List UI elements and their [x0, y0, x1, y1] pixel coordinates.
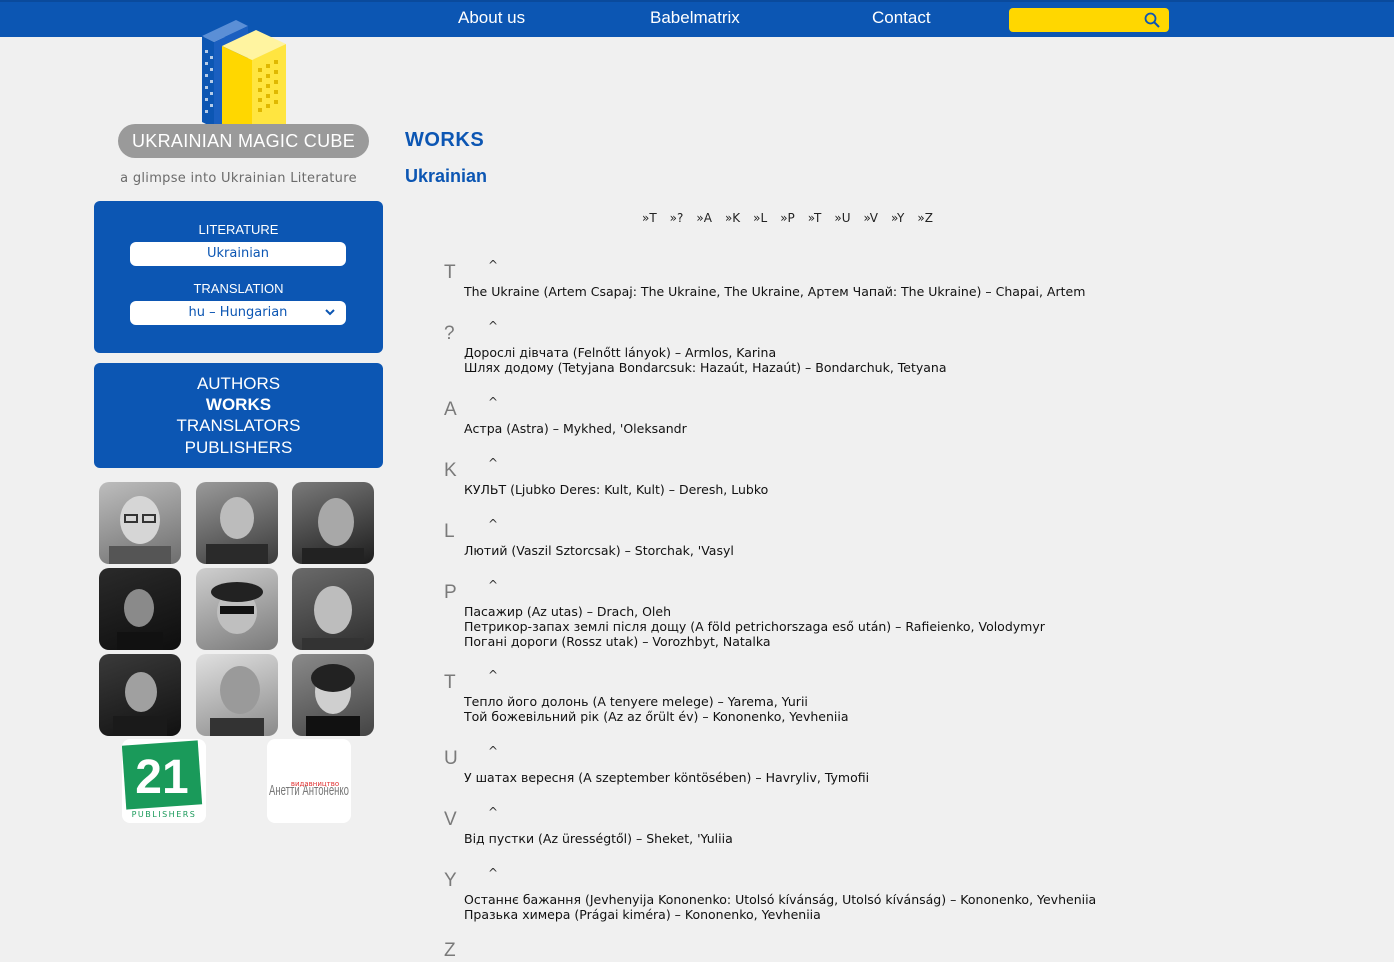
- section-letter: Т: [444, 262, 456, 283]
- back-to-top-link[interactable]: ^: [488, 395, 499, 409]
- literature-label: LITERATURE: [198, 222, 279, 237]
- author-photo[interactable]: [99, 482, 181, 564]
- author-portrait-icon: [292, 568, 374, 650]
- author-photo[interactable]: [292, 482, 374, 564]
- menu-authors[interactable]: AUTHORS: [196, 374, 281, 393]
- work-entry[interactable]: Останнє бажання (Jevhenyija Kononenko: Utolsó kívánság, Utolsó kívánság) – Kononenko, Yevheniia: [464, 892, 1097, 907]
- publisher-21-sub: PUBLISHERS: [131, 810, 197, 819]
- letter-nav-link[interactable]: »P: [780, 211, 795, 225]
- back-to-top-link[interactable]: ^: [488, 578, 499, 592]
- back-to-top-link[interactable]: ^: [488, 517, 499, 531]
- author-photo[interactable]: [292, 568, 374, 650]
- letter-nav-link[interactable]: »Z: [917, 211, 933, 225]
- section-letter: ?: [444, 323, 455, 344]
- work-entry[interactable]: Петрикор-запах землі після дощу (A föld petrichorszaga eső után) – Rafieienko, Volodymyr: [464, 619, 1045, 634]
- letter-nav-link[interactable]: »U: [834, 211, 851, 225]
- section-letter: A: [444, 399, 457, 420]
- language-selector-panel: [94, 201, 383, 353]
- menu-publishers[interactable]: PUBLISHERS: [184, 438, 293, 457]
- back-to-top-link[interactable]: ^: [488, 319, 499, 333]
- publisher-21-number: 21: [135, 751, 189, 804]
- section-letter: P: [444, 582, 457, 603]
- letter-index-nav: [642, 211, 946, 225]
- logo-cube-icon[interactable]: [196, 16, 292, 128]
- publisher-antonenko-name: Анетти Антоненко: [269, 782, 349, 799]
- section-letter: T: [444, 672, 456, 693]
- work-entry[interactable]: Тепло його долонь (A tenyere melege) – Yarema, Yurii: [464, 694, 808, 709]
- author-portrait-icon: [292, 482, 374, 564]
- letter-nav-link[interactable]: »L: [753, 211, 768, 225]
- literature-select[interactable]: [130, 242, 346, 266]
- author-portrait-icon: [196, 568, 278, 650]
- work-entry[interactable]: Від пустки (Az ürességtől) – Sheket, 'Yuliia: [464, 831, 733, 846]
- letter-nav-link[interactable]: »?: [669, 211, 684, 225]
- logo-tagline: a glimpse into Ukrainian Literature: [120, 171, 357, 186]
- work-entry[interactable]: Погані дороги (Rossz utak) – Vorozhbyt, Natalka: [464, 634, 771, 649]
- letter-nav-link[interactable]: »K: [724, 211, 741, 225]
- nav-babelmatrix[interactable]: Babelmatrix: [650, 8, 740, 27]
- author-photo[interactable]: [292, 654, 374, 736]
- publisher-logo-antonenko[interactable]: [267, 739, 351, 823]
- page-subtitle-language: Ukrainian: [405, 166, 488, 186]
- author-photo[interactable]: [196, 482, 278, 564]
- section-letter: Y: [444, 870, 457, 891]
- author-portrait-icon: [196, 654, 278, 736]
- publisher-logo-21[interactable]: [122, 739, 206, 823]
- work-entry[interactable]: У шатах вересня (A szeptember köntösében) – Havryliv, Tymofii: [464, 770, 870, 785]
- author-portrait-icon: [292, 654, 374, 736]
- search-icon[interactable]: [1143, 11, 1161, 29]
- letter-nav-link[interactable]: »Т: [642, 211, 657, 225]
- translation-select[interactable]: [130, 301, 346, 325]
- menu-works[interactable]: WORKS: [205, 395, 272, 414]
- work-entry[interactable]: Той божевільний рік (Az az őrült év) – Kononenko, Yevheniia: [464, 709, 849, 724]
- section-letter: Z: [444, 940, 456, 961]
- author-portrait-icon: [99, 482, 181, 564]
- letter-nav-link[interactable]: »Y: [891, 211, 905, 225]
- search-box: [1009, 8, 1169, 32]
- work-entry[interactable]: Шлях додому (Tetyjana Bondarcsuk: Hazaút, Hazaút) – Bondarchuk, Tetyana: [464, 360, 947, 375]
- section-letter: K: [444, 460, 457, 481]
- page-title: WORKS: [405, 129, 485, 151]
- section-letter: V: [444, 809, 457, 830]
- translation-value: hu – Hungarian: [188, 305, 288, 320]
- nav-about-us[interactable]: About us: [458, 8, 526, 27]
- publisher-21-logo-icon: [122, 739, 206, 823]
- logo-title[interactable]: UKRAINIAN MAGIC CUBE: [118, 124, 369, 158]
- back-to-top-link[interactable]: ^: [488, 668, 499, 682]
- work-entry[interactable]: The Ukraine (Artem Csapaj: The Ukraine, The Ukraine, Артем Чапай: The Ukraine) – Chapai, Artem: [464, 284, 1086, 299]
- work-entry[interactable]: Лютий (Vaszil Sztorcsak) – Storchak, 'Vasyl: [464, 543, 734, 558]
- work-entry[interactable]: Астра (Astra) – Mykhed, 'Oleksandr: [464, 421, 687, 436]
- menu-translators[interactable]: TRANSLATORS: [176, 416, 301, 435]
- publisher-antonenko-logo-icon: [267, 739, 351, 823]
- work-entry[interactable]: Пасажир (Az utas) – Drach, Oleh: [464, 604, 672, 619]
- back-to-top-link[interactable]: ^: [488, 866, 499, 880]
- work-entry[interactable]: КУЛЬТ (Ljubko Deres: Kult, Kult) – Deresh, Lubko: [464, 482, 769, 497]
- translation-label: TRANSLATION: [193, 281, 284, 296]
- author-photo[interactable]: [196, 654, 278, 736]
- letter-nav-link[interactable]: »T: [807, 211, 822, 225]
- author-portrait-icon: [99, 654, 181, 736]
- work-entry[interactable]: Празька химера (Prágai kiméra) – Kononenko, Yevheniia: [464, 907, 821, 922]
- author-photo[interactable]: [196, 568, 278, 650]
- work-entry[interactable]: Дорослі дівчата (Felnőtt lányok) – Armlos, Karina: [464, 345, 777, 360]
- section-letter: U: [444, 748, 458, 769]
- author-portrait-icon: [196, 482, 278, 564]
- section-letter: L: [444, 521, 455, 542]
- author-photo[interactable]: [99, 568, 181, 650]
- back-to-top-link[interactable]: ^: [488, 258, 499, 272]
- literature-value: Ukrainian: [206, 246, 270, 261]
- back-to-top-link[interactable]: ^: [488, 744, 499, 758]
- back-to-top-link[interactable]: ^: [488, 805, 499, 819]
- letter-nav-link[interactable]: »A: [696, 211, 712, 225]
- chevron-down-icon: [324, 302, 336, 322]
- author-portrait-icon: [99, 568, 181, 650]
- search-input[interactable]: [1015, 10, 1143, 30]
- nav-contact[interactable]: Contact: [872, 8, 931, 27]
- back-to-top-link[interactable]: ^: [488, 456, 499, 470]
- section-menu: [94, 363, 383, 468]
- author-photo[interactable]: [99, 654, 181, 736]
- letter-nav-link[interactable]: »V: [863, 211, 878, 225]
- publisher-antonenko-sub: видавництво: [290, 780, 340, 788]
